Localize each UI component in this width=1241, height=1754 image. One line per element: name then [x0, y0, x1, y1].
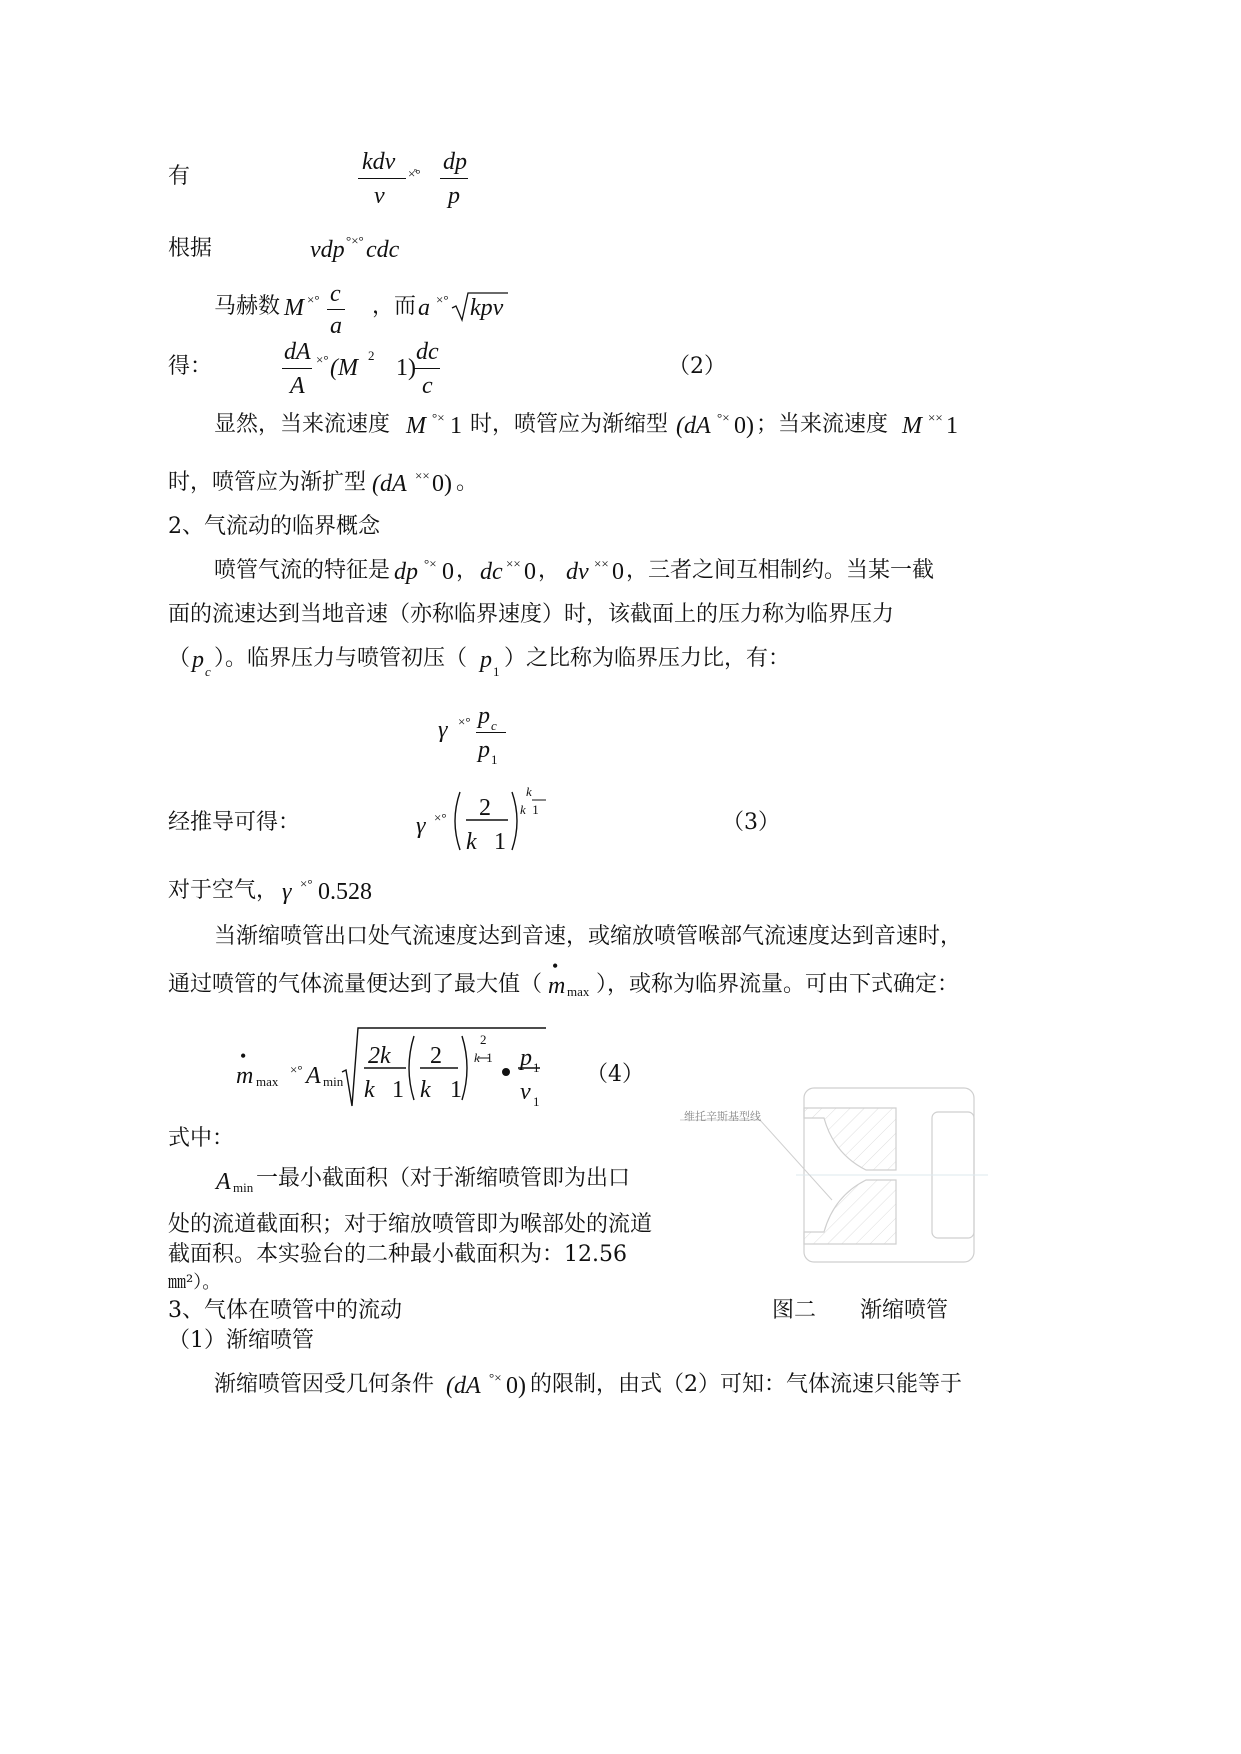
text-genju: 根据	[168, 236, 213, 261]
text-amin-desc: 一最小截面积（对于渐缩喷管即为出口	[256, 1166, 631, 1191]
math-M-b: M	[902, 413, 922, 439]
math-dA-a: (dA	[676, 413, 711, 439]
math-cdc: cdc	[366, 237, 400, 263]
math-one-par: 1)	[396, 355, 416, 381]
text-amin-desc4: ㎜²）。	[168, 1272, 221, 1293]
math-exp-2: 2	[480, 1032, 487, 1047]
math-a: a	[330, 313, 342, 339]
math-sup-2: 2	[368, 348, 375, 363]
eq4-number: （4）	[586, 1062, 644, 1087]
dot-glyph: •	[240, 1046, 247, 1066]
math-sub-min: min	[323, 1074, 344, 1089]
math-kpv: kpν	[470, 295, 504, 321]
math-dp0: dp	[394, 559, 418, 585]
math-sub-14: 1	[533, 1094, 540, 1109]
math-A: A	[290, 373, 305, 399]
math-kdv: kdν	[362, 149, 396, 175]
less-glyph: °×	[489, 1370, 502, 1385]
fraction-bar	[358, 178, 406, 179]
text-mach: 马赫数	[214, 294, 281, 319]
text-er: ，而	[372, 294, 417, 319]
math-sub-1: 1	[493, 664, 500, 679]
text-shizhong: 式中：	[168, 1126, 235, 1151]
text-obvious-mid: 时，喷管应为渐缩型	[470, 412, 669, 437]
math-Amin: A	[306, 1063, 321, 1089]
math-1c: 1	[450, 1077, 462, 1103]
math-1b: 1	[392, 1077, 404, 1103]
text-line2-end: 。	[456, 470, 479, 495]
math-dA-b: (dA	[372, 471, 407, 497]
math-mdot2: m	[236, 1063, 254, 1089]
math-M-a: M	[406, 413, 426, 439]
math-sub-c: c	[205, 664, 211, 679]
math-Amin2: A	[216, 1169, 231, 1195]
comma: ，	[456, 558, 479, 583]
math-v: ν	[374, 183, 385, 209]
text-de: 得：	[168, 354, 213, 379]
text-you: 有	[168, 164, 191, 189]
text-p5a: 通过喷管的气体流量便达到了最大值（	[168, 972, 543, 997]
math-p1: p	[480, 647, 492, 673]
math-k: k	[466, 829, 477, 855]
text-p2: 面的流速达到当地音速（亦称临界速度）时，该截面上的压力称为临界压力	[168, 602, 895, 627]
text-derive: 经推导可得：	[168, 810, 301, 835]
text-p4: 当渐缩喷管出口处气流速度达到音速，或缩放喷管喉部气流速度达到音速时，	[214, 924, 963, 949]
text-amin-desc3: 截面积。本实验台的二种最小截面积为：12.56	[168, 1242, 627, 1267]
math-gamma2: γ	[416, 813, 426, 839]
text-p1b: ，三者之间互相制约。当某一截	[626, 558, 935, 583]
math-exp-k: k	[526, 784, 532, 799]
text-last-b: 的限制，由式（2）可知：气体流速只能等于	[530, 1372, 962, 1397]
math-gamma3: γ	[282, 879, 292, 905]
equals-glyph: ×°	[300, 876, 313, 891]
math-p1c: p	[520, 1045, 532, 1071]
comma: ，	[538, 558, 561, 583]
math-sub-12: 1	[491, 752, 498, 767]
math-1: 1	[494, 829, 506, 855]
dot-glyph: •	[552, 956, 559, 976]
math-pc: p	[192, 647, 204, 673]
math-one-a: 1	[450, 413, 462, 439]
math-pc2: p	[478, 703, 490, 729]
math-sub-c2: c	[491, 718, 497, 733]
text-air: 对于空气，	[168, 878, 279, 903]
math-zero-c: 0	[442, 559, 454, 585]
math-sub-13: 1	[533, 1060, 540, 1075]
math-dA-c: (dA	[446, 1373, 481, 1399]
math-zero-d: 0	[524, 559, 536, 585]
math-zero-e: 0	[612, 559, 624, 585]
text-last-a: 渐缩喷管因受几何条件	[214, 1372, 435, 1397]
math-exp-k1: k 1	[520, 802, 539, 817]
fraction-bar	[476, 732, 506, 733]
equals-glyph: ×°	[316, 352, 329, 367]
fraction-bar	[327, 309, 345, 310]
math-M2: (M	[330, 355, 358, 381]
math-v1: ν	[520, 1079, 531, 1105]
math-sub-min2: min	[233, 1180, 254, 1195]
text-p3c: ）之比称为临界压力比，有：	[504, 646, 791, 671]
math-dc: dc	[416, 339, 439, 365]
text-amin-desc2: 处的流道截面积；对于缩放喷管即为喉部处的流道	[168, 1212, 653, 1237]
greater-glyph: ××	[415, 468, 430, 483]
math-dc0: dc	[480, 559, 503, 585]
figure-caption: 图二 渐缩喷管	[772, 1298, 949, 1323]
less-glyph: °×	[717, 410, 730, 425]
math-gamma: γ	[438, 717, 448, 743]
math-zero-b: 0)	[432, 471, 452, 497]
section-2-heading: 2、气流动的临界概念	[168, 514, 380, 539]
equals-glyph: ×°	[458, 714, 471, 729]
equals-glyph: ×°	[436, 292, 449, 307]
math-p: p	[448, 183, 460, 209]
math-sub-max: max	[567, 984, 590, 999]
eq3-number: （3）	[722, 810, 780, 835]
math-val: 0.528	[318, 879, 372, 905]
greater-glyph: ××	[928, 410, 943, 425]
equals-glyph: ×°	[290, 1062, 303, 1077]
fraction-bar	[440, 178, 468, 179]
section-3-heading: 3、气体在喷管中的流动	[168, 1298, 402, 1323]
text-line2: 时，喷管应为渐扩型	[168, 470, 367, 495]
math-M: M	[284, 295, 304, 321]
text-p5b: ），或称为临界流量。可由下式确定：	[596, 972, 960, 997]
math-2: 2	[479, 795, 491, 821]
math-2k: 2k	[368, 1043, 391, 1069]
less-glyph: °×	[432, 410, 445, 425]
text-p3b: ）。临界压力与喷管初压（	[214, 646, 468, 671]
math-dv0: dν	[566, 559, 589, 585]
fraction-bar	[414, 368, 440, 369]
equals-glyph: ×°	[307, 292, 320, 307]
math-k2: k	[364, 1077, 375, 1103]
math-a2: a	[418, 295, 430, 321]
math-k3: k	[420, 1077, 431, 1103]
subsection-1: （1）渐缩喷管	[168, 1328, 314, 1353]
text-p3a: （	[168, 646, 191, 671]
equals-glyph: ×°	[434, 810, 447, 825]
math-exp-k1b: k 1	[474, 1050, 493, 1065]
text-obvious: 显然，当来流速度	[214, 412, 391, 437]
math-2b: 2	[430, 1043, 442, 1069]
less-glyph: °×	[424, 556, 437, 571]
greater-glyph: ××	[506, 556, 521, 571]
fraction-bar	[282, 368, 312, 369]
math-p12: p	[478, 737, 490, 763]
greater-glyph: ××	[594, 556, 609, 571]
math-one-b: 1	[946, 413, 958, 439]
math-zero-a: 0)	[734, 413, 754, 439]
math-c: c	[330, 281, 341, 307]
eq2-number: （2）	[668, 354, 726, 379]
math-sub-max2: max	[256, 1074, 279, 1089]
math-zero-f: 0)	[506, 1373, 526, 1399]
equals-glyph: °×°	[346, 233, 364, 248]
math-vdp: vdp	[310, 237, 345, 263]
math-c2: c	[422, 373, 433, 399]
math-dp: dp	[443, 149, 467, 175]
text-p1a: 喷管气流的特征是	[214, 558, 391, 583]
equals-glyph: ×̊°	[408, 166, 421, 181]
figure-label: 维托辛斯基型线	[684, 1111, 761, 1123]
math-mdot: m	[548, 973, 566, 999]
text-obvious-end: ；当来流速度	[756, 412, 889, 437]
math-dA: dA	[284, 339, 311, 365]
